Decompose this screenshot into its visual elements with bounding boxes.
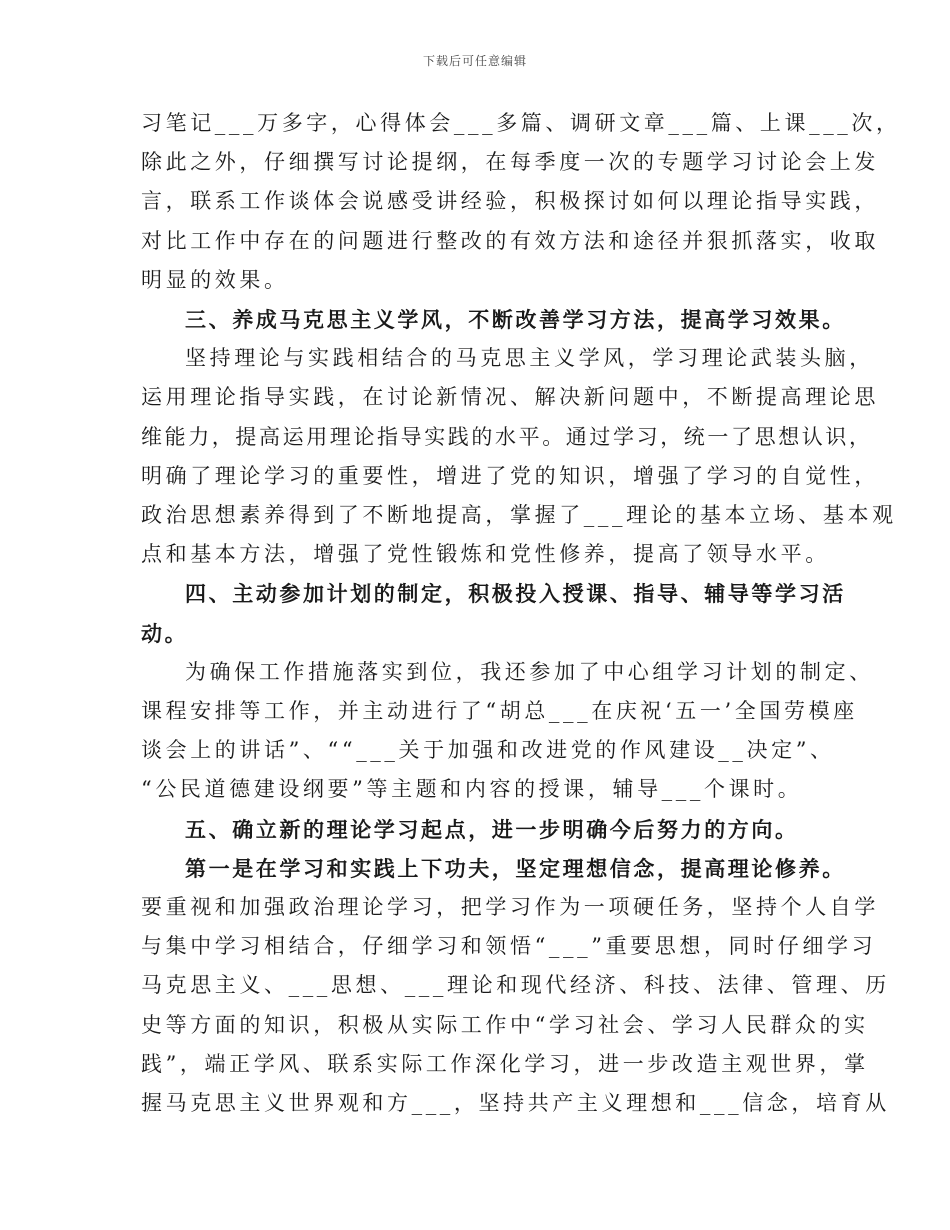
body-line: 维能力，提高运用理论指导实践的水平。通过学习，统一了思想认识，	[141, 424, 873, 449]
body-line: 握马克思主义世界观和方___，坚持共产主义理想和___信念，培育从	[141, 1091, 890, 1116]
body-line: 与集中学习相结合，仔细学习和领悟“___”重要思想，同时仔细学习	[141, 934, 877, 959]
body-line: 课程安排等工作，并主动进行了“胡总___在庆祝‘五一’全国劳模座	[141, 699, 858, 724]
body-line: 明显的效果。	[141, 267, 289, 292]
section-subheading-5: 第一是在学习和实践上下功夫，坚定理想信念，提高理论修养。	[185, 855, 846, 881]
body-line: “公民道德建设纲要”等主题和内容的授课，辅导___个课时。	[141, 777, 803, 802]
body-line: 除此之外，仔细撰写讨论提纲，在每季度一次的专题学习讨论会上发	[141, 150, 879, 175]
section-heading-4: 四、主动参加计划的制定，积极投入授课、指导、辅导等学习活	[185, 581, 846, 607]
body-line: 言，联系工作谈体会说感受讲经验，积极探讨如何以理论指导实践，	[141, 189, 879, 214]
body-line: 为确保工作措施落实到位，我还参加了中心组学习计划的制定、	[185, 659, 874, 684]
section-heading-4-cont: 动。	[141, 620, 189, 646]
body-line: 对比工作中存在的问题进行整改的有效方法和途径并狠抓落实，收取	[141, 228, 879, 253]
body-line: 运用理论指导实践，在讨论新情况、解决新问题中，不断提高理论思	[141, 385, 879, 410]
body-line: 习笔记___万多字，心得体会___多篇、调研文章___篇、上课___次，	[141, 111, 901, 135]
section-heading-5: 五、确立新的理论学习起点，进一步明确今后努力的方向。	[185, 816, 799, 842]
body-line: 点和基本方法，增强了党性锻炼和党性修养，提高了领导水平。	[141, 542, 830, 567]
page-header: 下载后可任意编辑	[422, 54, 527, 68]
document-body	[141, 104, 901, 1123]
section-heading-3: 三、养成马克思主义学风，不断改善学习方法，提高学习效果。	[185, 307, 846, 333]
body-line: 践”，端正学风、联系实际工作深化学习，进一步改造主观世界，掌	[141, 1051, 869, 1076]
body-line: 要重视和加强政治理论学习，把学习作为一项硬任务，坚持个人自学	[141, 895, 879, 920]
body-line: 政治思想素养得到了不断地提高，掌握了___理论的基本立场、基本观	[141, 503, 897, 528]
body-line: 谈会上的讲话”、““___关于加强和改进党的作风建设__决定”、	[141, 738, 835, 763]
body-line: 史等方面的知识，积极从实际工作中“学习社会、学习人民群众的实	[141, 1012, 869, 1037]
body-line: 马克思主义、___思想、___理论和现代经济、科技、法律、管理、历	[141, 973, 890, 998]
body-line: 坚持理论与实践相结合的马克思主义学风，学习理论武装头脑，	[185, 346, 874, 371]
body-line: 明确了理论学习的重要性，增进了党的知识，增强了学习的自觉性，	[141, 463, 879, 488]
